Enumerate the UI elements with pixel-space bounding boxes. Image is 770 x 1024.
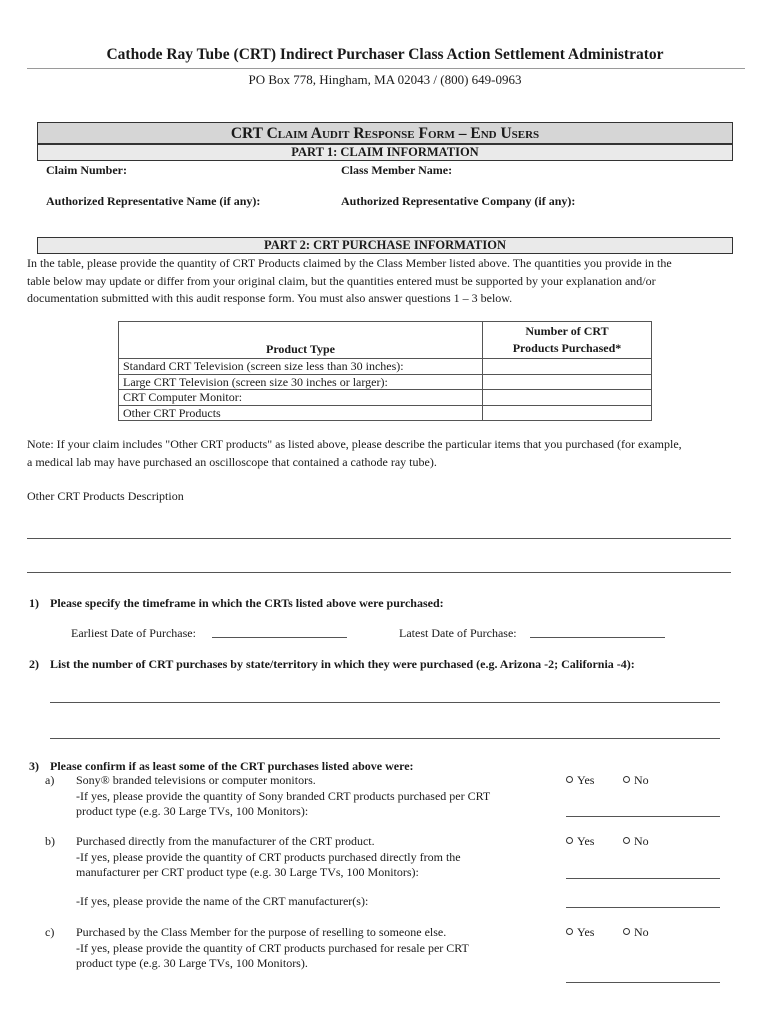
administrator-contact: PO Box 778, Hingham, MA 02043 / (800) 649-0963	[248, 72, 522, 87]
q3c-quantity-field[interactable]	[566, 982, 720, 983]
quantity-input-cell[interactable]	[483, 405, 652, 421]
q2-text: List the number of CRT purchases by state/territory in which they were purchased (e.g. Arizona -2; California -4):	[50, 657, 635, 671]
q3b-manufacturer-field[interactable]	[566, 907, 720, 908]
q3b-yes-option[interactable]	[566, 834, 594, 849]
q1-number: 1)	[29, 596, 39, 610]
administrator-title: Cathode Ray Tube (CRT) Indirect Purchaser Class Action Settlement Administrator	[106, 46, 664, 63]
q3b-quantity-field[interactable]	[566, 878, 720, 879]
product-type-header: Product Type	[119, 322, 483, 359]
q3c-line: -If yes, please provide the quantity of CRT products purchased for resale per CRT	[76, 940, 469, 955]
q2-answer-line-1[interactable]	[50, 702, 720, 703]
q1-text: Please specify the timeframe in which the CRTs listed above were purchased:	[50, 596, 444, 610]
q3b-line: -If yes, please provide the quantity of CRT products purchased directly from the	[76, 849, 461, 864]
q3c-label: c)	[45, 925, 55, 939]
authorized-rep-company-label: Authorized Representative Company (if any):	[341, 194, 576, 208]
radio-circle-icon	[623, 928, 630, 935]
quantity-header-line: Number of CRT	[525, 324, 609, 338]
product-type-cell: Standard CRT Television (screen size less than 30 inches):	[119, 359, 483, 375]
no-label: No	[634, 773, 649, 787]
q3c-yes-option[interactable]	[566, 925, 594, 940]
table-row	[119, 390, 652, 406]
q3c-no-option[interactable]	[623, 925, 649, 940]
q3-text: Please confirm if as least some of the CRT purchases listed above were:	[50, 759, 414, 773]
other-desc-line-2[interactable]	[27, 572, 731, 573]
q3b-manufacturer-prompt: -If yes, please provide the name of the CRT manufacturer(s):	[76, 894, 369, 908]
radio-circle-icon	[566, 928, 573, 935]
q2-answer-line-2[interactable]	[50, 738, 720, 739]
latest-date-field[interactable]	[530, 637, 665, 638]
q3b-line: manufacturer per CRT product type (e.g. 30 Large TVs, 100 Monitors):	[76, 865, 419, 879]
q3a-line: product type (e.g. 30 Large TVs, 100 Monitors):	[76, 804, 309, 818]
radio-circle-icon	[566, 837, 573, 844]
q3a-line: Sony® branded televisions or computer monitors.	[76, 773, 316, 787]
no-label: No	[634, 925, 649, 939]
quantity-header-line: Products Purchased*	[512, 341, 622, 355]
quantity-input-cell[interactable]	[483, 390, 652, 406]
table-row	[119, 374, 652, 390]
radio-circle-icon	[623, 776, 630, 783]
earliest-date-field[interactable]	[212, 637, 347, 638]
radio-circle-icon	[566, 776, 573, 783]
form-title: CRT Claim Audit Response Form – End Users	[37, 122, 733, 144]
note-line: a medical lab may have purchased an oscilloscope that contained a cathode ray tube).	[27, 454, 437, 469]
table-row	[119, 359, 652, 375]
q2-number: 2)	[29, 657, 39, 671]
product-type-cell: Large CRT Television (screen size 30 inches or larger):	[119, 374, 483, 390]
product-type-cell: CRT Computer Monitor:	[119, 390, 483, 406]
header-divider	[27, 68, 745, 69]
other-desc-line-1[interactable]	[27, 538, 731, 539]
other-products-note	[27, 436, 752, 471]
yes-label: Yes	[577, 925, 595, 939]
yes-label: Yes	[577, 773, 595, 787]
earliest-date-label: Earliest Date of Purchase:	[71, 626, 196, 640]
part1-heading: PART 1: CLAIM INFORMATION	[37, 144, 733, 161]
part2-heading: PART 2: CRT PURCHASE INFORMATION	[37, 237, 733, 254]
q3a-line: -If yes, please provide the quantity of Sony branded CRT products purchased per CRT	[76, 788, 491, 803]
table-row	[119, 405, 652, 421]
q3c-line: product type (e.g. 30 Large TVs, 100 Monitors).	[76, 956, 308, 970]
q3a-label: a)	[45, 773, 55, 787]
product-type-cell: Other CRT Products	[119, 405, 483, 421]
yes-label: Yes	[577, 834, 595, 848]
quantity-input-cell[interactable]	[483, 359, 652, 375]
part2-intro	[27, 255, 747, 308]
part2-intro-line: In the table, please provide the quantity of CRT Products claimed by the Class Member listed above. The quantities you provide in the	[27, 256, 672, 270]
radio-circle-icon	[623, 837, 630, 844]
claim-number-label: Claim Number:	[46, 163, 127, 177]
q3b-no-option[interactable]	[623, 834, 649, 849]
q3a-text	[76, 773, 546, 820]
part2-intro-line: table below may update or differ from your original claim, but the quantities entered must be supported by your explanation and/or	[27, 273, 656, 288]
class-member-name-label: Class Member Name:	[341, 163, 453, 177]
quantity-input-cell[interactable]	[483, 374, 652, 390]
q3b-text	[76, 834, 546, 881]
authorized-rep-name-label: Authorized Representative Name (if any):	[46, 194, 261, 208]
latest-date-label: Latest Date of Purchase:	[399, 626, 517, 640]
q3c-text	[76, 925, 546, 972]
q3a-yes-option[interactable]	[566, 773, 594, 788]
quantity-header	[483, 322, 652, 359]
q3-number: 3)	[29, 759, 39, 773]
no-label: No	[634, 834, 649, 848]
other-desc-label: Other CRT Products Description	[27, 489, 184, 503]
q3b-line: Purchased directly from the manufacturer of the CRT product.	[76, 834, 375, 848]
note-line: Note: If your claim includes "Other CRT products" as listed above, please describe the particular items that you purchased (for example,	[27, 437, 682, 451]
q3a-no-option[interactable]	[623, 773, 649, 788]
q3a-quantity-field[interactable]	[566, 816, 720, 817]
q3c-line: Purchased by the Class Member for the purpose of reselling to someone else.	[76, 925, 447, 939]
q3b-label: b)	[45, 834, 55, 848]
crt-products-table	[118, 321, 652, 421]
part2-intro-line: documentation submitted with this audit response form. You must also answer questions 1 – 3 below.	[27, 291, 513, 306]
table-header-row	[119, 322, 652, 359]
